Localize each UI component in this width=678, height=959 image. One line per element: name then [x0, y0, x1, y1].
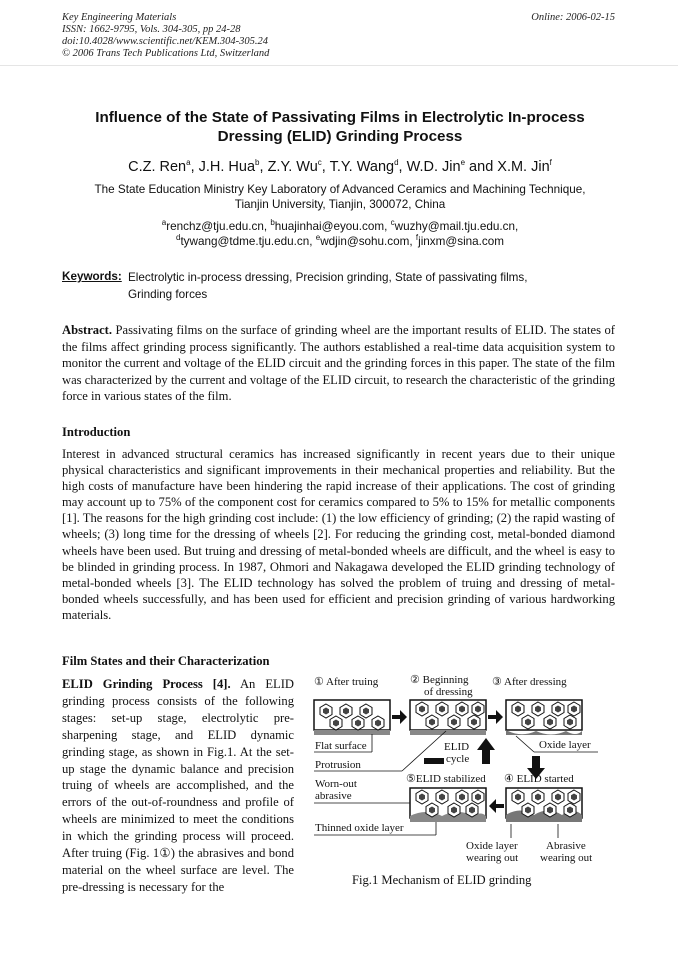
label-beginning: ② Beginning: [410, 674, 469, 686]
email-line-1: [50, 220, 630, 235]
label-elid-started: ④ ELID started: [504, 773, 574, 785]
affiliation-line-1: The State Education Ministry Key Laboratory of Advanced Ceramics and Machining Technique,: [94, 183, 586, 196]
label-worn-out: Worn-out: [315, 778, 357, 790]
author-affil-mark: c: [317, 158, 322, 168]
keywords-text: [128, 270, 608, 303]
copyright-line: © 2006 Trans Tech Publications Ltd, Switzerland: [62, 48, 270, 59]
email-affil-mark: a: [161, 218, 167, 228]
author-affil-mark: b: [255, 158, 260, 168]
label-flat-surface: Flat surface: [315, 740, 367, 752]
abstract-label: Abstract.: [62, 323, 113, 337]
email-list: [50, 220, 630, 249]
author-separator: ,: [321, 159, 330, 175]
panel-elid-stabilized: [410, 788, 486, 822]
figure-caption: Fig.1 Mechanism of ELID grinding: [352, 873, 532, 887]
figure-elid-mechanism: [306, 668, 618, 930]
issn-line: ISSN: 1662-9795, Vols. 304-305, pp 24-28: [62, 24, 241, 35]
label-oxide-wear-2: wearing out: [466, 852, 519, 864]
author-name: C.Z. Ren: [128, 159, 187, 175]
abstract: [62, 322, 615, 405]
author-list: [40, 158, 640, 176]
author-separator: and: [465, 159, 498, 175]
label-abrasive-wear-2: wearing out: [540, 852, 593, 864]
author-separator: ,: [259, 159, 268, 175]
keywords-line-2: Grinding forces: [128, 287, 208, 301]
journal-header: [62, 12, 269, 60]
arrow-up-icon: [477, 738, 495, 764]
author-affil-mark: d: [394, 158, 399, 168]
email-address[interactable]: wuzhy@mail.tju.edu.cn: [394, 220, 515, 233]
panel-beginning-dressing: [410, 700, 486, 735]
cycle-bar: [424, 758, 444, 764]
label-elid-stabilized: ⑤ELID stabilized: [406, 773, 486, 785]
arrow-right-icon: [488, 710, 503, 724]
keywords-label: Keywords:: [62, 270, 122, 283]
email-affil-mark: b: [270, 218, 275, 228]
panel-after-dressing: [506, 700, 582, 735]
email-affil-mark: c: [390, 218, 395, 228]
email-separator: ,: [409, 234, 416, 248]
author-name: W.D. Jin: [406, 159, 461, 175]
email-address[interactable]: huajinhai@eyou.com: [274, 220, 385, 233]
label-abrasive-wear: Abrasive: [546, 840, 586, 852]
doi-line[interactable]: doi:10.4028/www.scientific.net/KEM.304-305.24: [62, 36, 268, 47]
film-states-heading: Film States and their Characterization: [62, 654, 270, 668]
author-affil-mark: e: [460, 158, 466, 168]
affiliation-line-2: Tianjin University, Tianjin, 300072, China: [234, 197, 446, 211]
label-thinned-oxide: Thinned oxide layer: [315, 822, 404, 834]
arrow-right-icon: [392, 710, 407, 724]
journal-name: Key Engineering Materials: [62, 12, 177, 23]
author-separator: ,: [398, 159, 407, 175]
panel-elid-started: [506, 788, 582, 822]
email-affil-mark: e: [315, 232, 321, 242]
header-divider: [0, 65, 678, 66]
panel-after-truing: [314, 700, 390, 735]
email-address[interactable]: jinxm@sina.com: [418, 234, 505, 248]
affiliation: [50, 183, 630, 212]
email-separator: ,: [384, 220, 391, 233]
paper-title: [60, 108, 620, 146]
email-line-2: [50, 232, 630, 250]
author-affil-mark: a: [186, 158, 191, 168]
label-after-truing: ① After truing: [314, 676, 379, 688]
author-affil-mark: f: [549, 158, 552, 168]
label-elid: ELID: [444, 741, 470, 753]
author-name: T.Y. Wang: [329, 159, 395, 175]
email-affil-mark: d: [175, 232, 181, 242]
keywords-line-1: Electrolytic in-process dressing, Precision grinding, State of passivating films,: [128, 271, 528, 284]
label-after-dressing: ③ After dressing: [492, 676, 567, 688]
label-oxide-layer: Oxide layer: [539, 739, 591, 751]
label-protrusion: Protrusion: [315, 759, 361, 771]
elid-process-label: ELID Grinding Process [4].: [62, 677, 231, 691]
label-cycle: cycle: [446, 753, 470, 765]
author-name: Z.Y. Wu: [267, 159, 318, 175]
email-address[interactable]: tywang@tdme.tju.edu.cn: [180, 234, 310, 248]
intro-paragraph: Interest in advanced structural ceramics has increased significantly in recent years due to their unique physical characteristics and significant improvements in their mechanical properties and reliability. But the high costs of manufacture have been hindering the rapid increase of their applications. The cost of grinding may account up to 75% of the component cost for ceramics compared to 5% to 15% for metallic components [1]. The reasons for the high grinding cost include: (1) the low efficiency of grinding; (2) the rapid wasting of wheels; (3) long time for the dressing of wheels [2]. For reducing the grinding cost, metal-bonded diamond wheels have been used. But truing and dressing of metal-bonded wheels are difficult, and the wheel is easy to be blinded in grinding process. In 1987, Ohmori and Nakagawa developed the ELID grinding technology of metal-bonded wheels [3]. The ELID technology has solved the problem of truing and dressing of metal-bonded wheels successfully, and has been used for efficient and precision grinding of various hardworking materials.: [62, 447, 615, 622]
abstract-text: Passivating films on the surface of grinding wheel are the important results of ELID. The states of the films affect grinding process significantly. The authors established a real-time data acquisition system to monitor the current and voltage of the ELID circuit and the grinding forces in this paper. The state of the film was characterized by the current and voltage of the ELID circuit, to research the characteristic of the grinding force in various states of the film.: [62, 323, 615, 403]
label-oxide-wear: Oxide layer: [466, 840, 518, 852]
email-address[interactable]: wdjin@sohu.com: [320, 234, 410, 248]
author-separator: ,: [190, 159, 199, 175]
elid-process-text: An ELID grinding process consists of the following stages: set-up stage, electrolytic pre-sharpening stage, and ELID dynamic grinding stage, as shown in Fig.1. At the set-up stage the dynamic balance and precision truing of wheels are accomplished, and the errors of the out-of-roundness and profile of wheels are minimized to meet the conditions in which the grinding process will proceed. After truing (Fig. 1①) the abrasives and bond material on the wheel surface are level. The pre-dressing is necessary for the: [62, 677, 294, 894]
online-date: Online: 2006-02-15: [531, 12, 615, 23]
email-separator: ,: [309, 234, 316, 248]
email-separator: ,: [263, 220, 271, 233]
author-name: X.M. Jin: [497, 159, 550, 175]
label-abrasive: abrasive: [315, 790, 352, 802]
arrow-left-icon: [489, 799, 504, 813]
email-affil-mark: f: [415, 232, 419, 242]
intro-heading: Introduction: [62, 425, 131, 439]
label-of-dressing: of dressing: [424, 686, 473, 698]
author-name: J.H. Hua: [198, 159, 256, 175]
title-line-1: Influence of the State of Passivating Films in Electrolytic In-process: [95, 109, 585, 126]
email-separator: ,: [514, 220, 519, 233]
elid-process-paragraph: [62, 676, 294, 896]
title-line-2: Dressing (ELID) Grinding Process: [217, 128, 463, 145]
email-address[interactable]: renchz@tju.edu.cn: [166, 220, 264, 233]
